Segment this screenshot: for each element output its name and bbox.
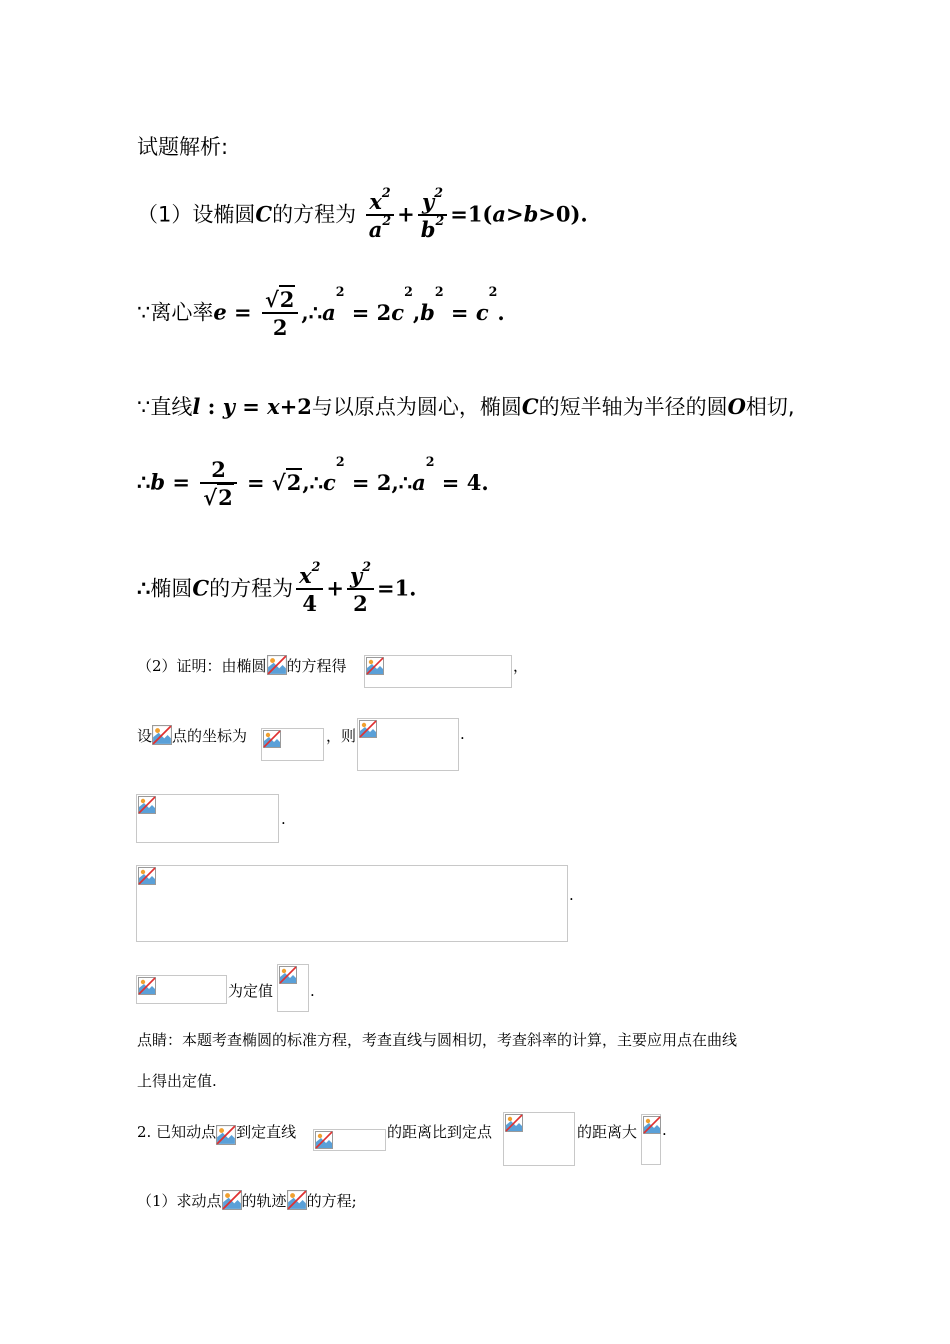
comment-line-2: 上得出定值. [137,1072,217,1090]
question-2-part-1: （1）求动点 的轨迹 的方程; [137,1192,357,1210]
broken-image-icon [315,1131,333,1149]
proof-period: . [281,810,286,828]
proof-period: . [569,886,574,904]
solution-line-1: （1）设椭圆C的方程为 $\frac{x^2}{a^2}$ + $\frac{y^2}{b^2}$ =1(a>b>0). [137,185,588,243]
proof-line-1: （2）证明：由椭圆 的方程得 [137,657,347,675]
broken-image-icon [279,966,297,984]
formula-image [136,865,568,942]
formula-image [357,718,459,771]
solution-line-4: ∴b = $\frac{2}{√2}$ = $√2,\therefore c^2$ = $2,\therefore a^2 = 4$. [137,454,489,511]
formula-image [277,964,309,1012]
broken-image-icon [222,1190,242,1210]
broken-image-icon [152,725,172,745]
formula-image [641,1114,661,1165]
broken-image-icon [216,1125,236,1145]
formula-image [313,1129,386,1151]
formula-image [136,794,279,843]
formula-image [136,975,227,1004]
question-2-text: 的距离大 [577,1123,638,1141]
broken-image-icon [267,655,287,675]
broken-image-icon [505,1114,523,1132]
broken-image-icon [138,867,156,885]
solution-line-5: ∴椭圆C的方程为 $\frac{x^2}{4}$ + $\frac{y^2}{2}$ =1. [137,559,417,617]
question-2-period: . [662,1121,667,1139]
section-heading: 试题解析: [137,135,229,159]
proof-comma: ， [513,657,529,675]
formula-image [503,1112,575,1166]
solution-line-3: ∵直线l : y = x+2与以原点为圆心，椭圆C的短半轴为半径的圆O相切, [137,394,795,419]
broken-image-icon [359,720,377,738]
comment-line-1: 点睛：本题考查椭圆的标准方程，考查直线与圆相切，考查斜率的计算，主要应用点在曲线 [137,1031,738,1049]
question-2-text: 的距离比到定点 [387,1123,493,1141]
proof-period: . [460,725,465,743]
broken-image-icon [138,977,156,995]
broken-image-icon [366,657,384,675]
formula-image [261,728,324,761]
proof-then: ，则 [326,727,357,745]
broken-image-icon [263,730,281,748]
proof-constant-text: 为定值 [228,982,274,1000]
proof-period: . [310,982,315,1000]
proof-line-2: 设 点的坐标为 [137,727,248,745]
broken-image-icon [138,796,156,814]
formula-image [364,655,512,688]
solution-line-2: ∵离心率e = $\frac{√2}{2}$ $,\therefore a^2 = 2c^2,b^2 = c^2$. [137,284,505,341]
broken-image-icon [643,1116,661,1134]
question-2-line: 2. 已知动点 到定直线 [137,1121,296,1145]
broken-image-icon [287,1190,307,1210]
